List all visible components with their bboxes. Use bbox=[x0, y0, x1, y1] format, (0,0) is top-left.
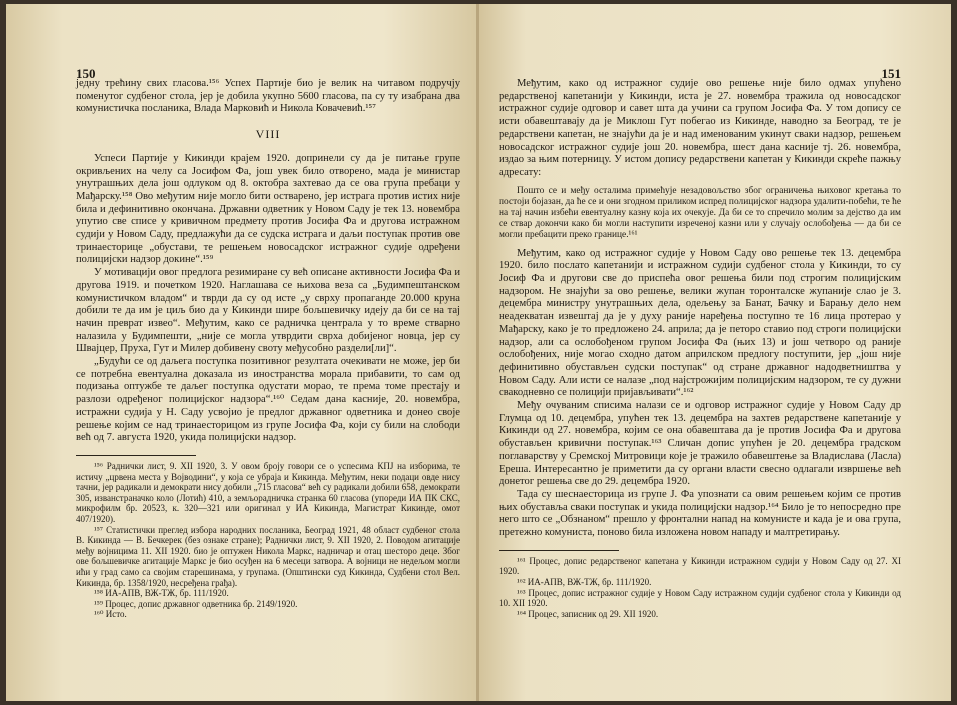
page-number: 151 bbox=[881, 66, 901, 81]
footnote: ¹⁵⁶ Раднички лист, 9. XII 1920, 3. У овом броју говори се о успесима КПЈ на изборима, те истичу „црвена места у Војводини“, у која се убраја и Кикинда. Међутим, неки подаци овде нису тачни, јер радикали и демократи нису добили „715 гласова“ већ су радикали добили 658, демократи 305, изванстраначко коло (Лотић) 410, а земљорадничка странка 60 гласова (упореди ИА ПК СКС, микрофилм бр. 20523, к. 320—321 или оригинал у ИА Кикинда, Магистрат Кикинде, омот 407/1920). bbox=[76, 460, 460, 524]
paragraph: Тада су шеснаесторица из групе Ј. Фа упознати са овим решењем којим се против њих обуставља сваки поступак и укида полицијски надзор.¹⁶⁴ Било је то непосредно пре него што се „Обзнаном“ прешло у фронтални напад на комунисте и када је и ова група, претежно комуниста, поново била изложена новом нападу и малтретирању. bbox=[499, 489, 901, 539]
footnote: ¹⁵⁷ Статистички преглед избора народних посланика, Београд 1921, 48 област судбеног стола В. Кикинда — В. Бечкерек (без ознаке стране); Раднички лист, 9. XII 1920, 2. Поводом агитације међу војницима 11. XII 1920. био је оптужен Никола Маркс, надничар и отац шесторо деце. Због ове бољшевичке агитације Маркс је био осуђен на 6 месеци затвора. А војници не недељом могли ићи у град само са својим старешинама, у групама. (Општински суд Кикинда, Судбени стол Вел. Кикинда, бр. 1358/1920, несређена грађа). bbox=[76, 524, 460, 588]
right-page bbox=[479, 4, 951, 701]
page-number: 150 bbox=[76, 66, 96, 81]
block-quote: Пошто се и међу осталима примећује незадовољство због ограничења њиховог кретања то постоји бојазан, да ће се и они згодном приликом испред полицијског надзора удалити-побећи, те ће на тај начин избећи евентуалну казну која их очекује. Да би се то спречило молим за дејство да им се ствар докончи како би могли наступити изреченој казни или у случају ослобођења — да би се могли пребацити преко границе.¹⁶¹ bbox=[499, 185, 901, 241]
footnote: ¹⁶¹ Процес, допис редарственог капетана у Кикинди истражном судији у Новом Саду од 27. XI 1920. bbox=[499, 555, 901, 577]
paragraph: „Будући се од даљега поступка позитивног резултата очекивати не може, јер би се потребна евентуална доказала из иностранства морала прибавити, то сам од подизања оптужбе те даљег поступка одустати морао, те према томе престају и разлози одређеног полицијског надзора“.¹⁶⁰ Седам дана касније, 20. новембра, истражни судија у Н. Саду усвојио је предлог државног одветника и донео своје решење којим се над тринаесторицом из групе Јосифа Фа, који су били на слободи већ од 7. августа 1920, укида полицијски надзор. bbox=[76, 356, 460, 444]
book-spread bbox=[6, 4, 951, 701]
footnote: ¹⁶⁰ Исто. bbox=[94, 609, 127, 620]
body-text bbox=[76, 78, 460, 445]
footnote: ¹⁵⁹ Процес, допис државног одветника бр. 2149/1920. bbox=[94, 598, 298, 609]
paragraph: Међу очуваним списима налази се и одговор истражног судије у Новом Саду др Глумца од 10. децембра, упућен тек 13. децембра на захтев редарствене капетаније у Кикинди од 27. новембра, којим се она обавештава да је против Јосифа Фа и другова обустављен кривични поступак.¹⁶³ Сличан допис упућен је 20. децембра градском поглаварству у Сремској Митровици које је тражило обавештење за Владислава (Ласла) Ереша. Интересантно је приметити да су органи власти свесно одлагали извршење већ донетог решења све до 29. децембра 1920. bbox=[499, 400, 901, 488]
paragraph: Успеси Партије у Кикинди крајем 1920. допринели су да је питање групе окривљених на челу са Јосифом Фа, још увек било отворено, мада је министар унутрашњих дела још одлуком од 8. октобра захтевао да се ова група пребаци у Мађарску.¹⁵⁸ Ово међутим није могло бити остварено, јер истрага против истих није била и дефинитивно окончана. Државни одветник у Новом Саду је тек 13. новембра упутио све списе у кривичном предмету против Јосифа Фа и другова истражном судији у Новом Саду, предлажући да се судска истрага и даљи поступак против ове тринаесторице „обустави, те решењем новосадског истражног судије одређени полицијски надзор докине“.¹⁵⁹ bbox=[76, 152, 460, 266]
footnote: ¹⁶² ИА-АПВ, ВЖ-ТЖ, бр. 111/1920. bbox=[517, 577, 652, 587]
footnotes bbox=[499, 556, 901, 620]
paragraph: Међутим, како од истражног судије ово решење није било одмах упућено редарственој капетанији у Кикинди, иста је 27. новембра тражила од новосадског истражног судије одговор и савет шта да учини са групом Јосифа Фа. У том допису се исти обавештавају да је Миклош Гут побегао из Кикинде, наводно за Београд, те је редарствени капетан, не знајући да је и над именованим укинут сваки надзор, решењем новосадског истражног судије још 20. новембра, шест дана касније тј. 26. новембра, издао за њим потерницу. У истом допису редарствени капетан у Кикинди скреће пажњу адресату: bbox=[499, 78, 901, 178]
paragraph: Међутим, како од истражног судије у Новом Саду ово решење тек 13. децембра 1920. било послато капетанији и истражном судији судбеног стола у Кикинди, то су Јосиф Фа и другови све до приспећа овог решења били под строгим полицијским надзором. Не знајући за ово решење, велики жупан торонталске жупаније слао је 3. децембра министру унутрашњих дела, одељењу за Банат, Бачку и Барању дело нем неадекватан извештај да је у духу раније наређења поступно те 16 лица протерао у Мађарску, како је то предложено 24. априла; да је петоро ставио под строги полицијски надзор, али са ослобођеном групом Јосифа Фа (њих 13) и још четворо од раније ослобођених, није могао сходно датом априлском предлогу поступити, јер „још није дефинитивно обустављен судски поступак“ од стране државног надодветништва у Новом Саду. Али исти се налазе „под најстрожијим полицијским надзором, те су дужни свакодневно се полицији пријављивати“.¹⁶² bbox=[499, 247, 901, 399]
paragraph: једну трећину свих гласова.¹⁵⁶ Успех Партије био је велик на читавом подручју поменутог судбеног стола, јер је добила укупно 5600 гласова, па су ту изабрана два комунистичка посланика, Влада Марковић и Никола Ковачевић.¹⁵⁷ bbox=[76, 78, 460, 115]
footnote-rule bbox=[499, 550, 619, 551]
body-text bbox=[499, 78, 901, 540]
left-page bbox=[6, 4, 478, 701]
footnote-rule bbox=[76, 455, 196, 456]
paragraph: У мотивацији овог предлога резимиране су већ описане активности Јосифа Фа и другова 1919. и почетком 1920. Наглашава се њихова веза са „Будимпештанском комунистичком владом“ и тврди да су од исте „у сврху пропаганде 20.000 круна добили те да им је циљ био да у Кикинди шире бољшевичку идеју да би се на тај начин преврат извео“. Међутим, како се радничка централа у то време стварно налазила у Будимпешти, „није се могла утврдити сврха добијеног новца, јер су Швајцер, Пруха, Гут и Милер добивену своту међусобно раздели[ли]“. bbox=[76, 267, 460, 355]
section-heading: VIII bbox=[255, 127, 281, 142]
footnote: ¹⁶⁴ Процес, записник од 29. XII 1920. bbox=[517, 608, 659, 619]
footnotes bbox=[76, 461, 460, 620]
footnote: ¹⁵⁸ ИА-АПВ, ВЖ-ТЖ, бр. 111/1920. bbox=[94, 588, 229, 599]
footnote: ¹⁶³ Процес, допис истражног судије у Новом Саду истражном судији судбеног стола у Кикинди од 10. XII 1920. bbox=[499, 587, 901, 609]
